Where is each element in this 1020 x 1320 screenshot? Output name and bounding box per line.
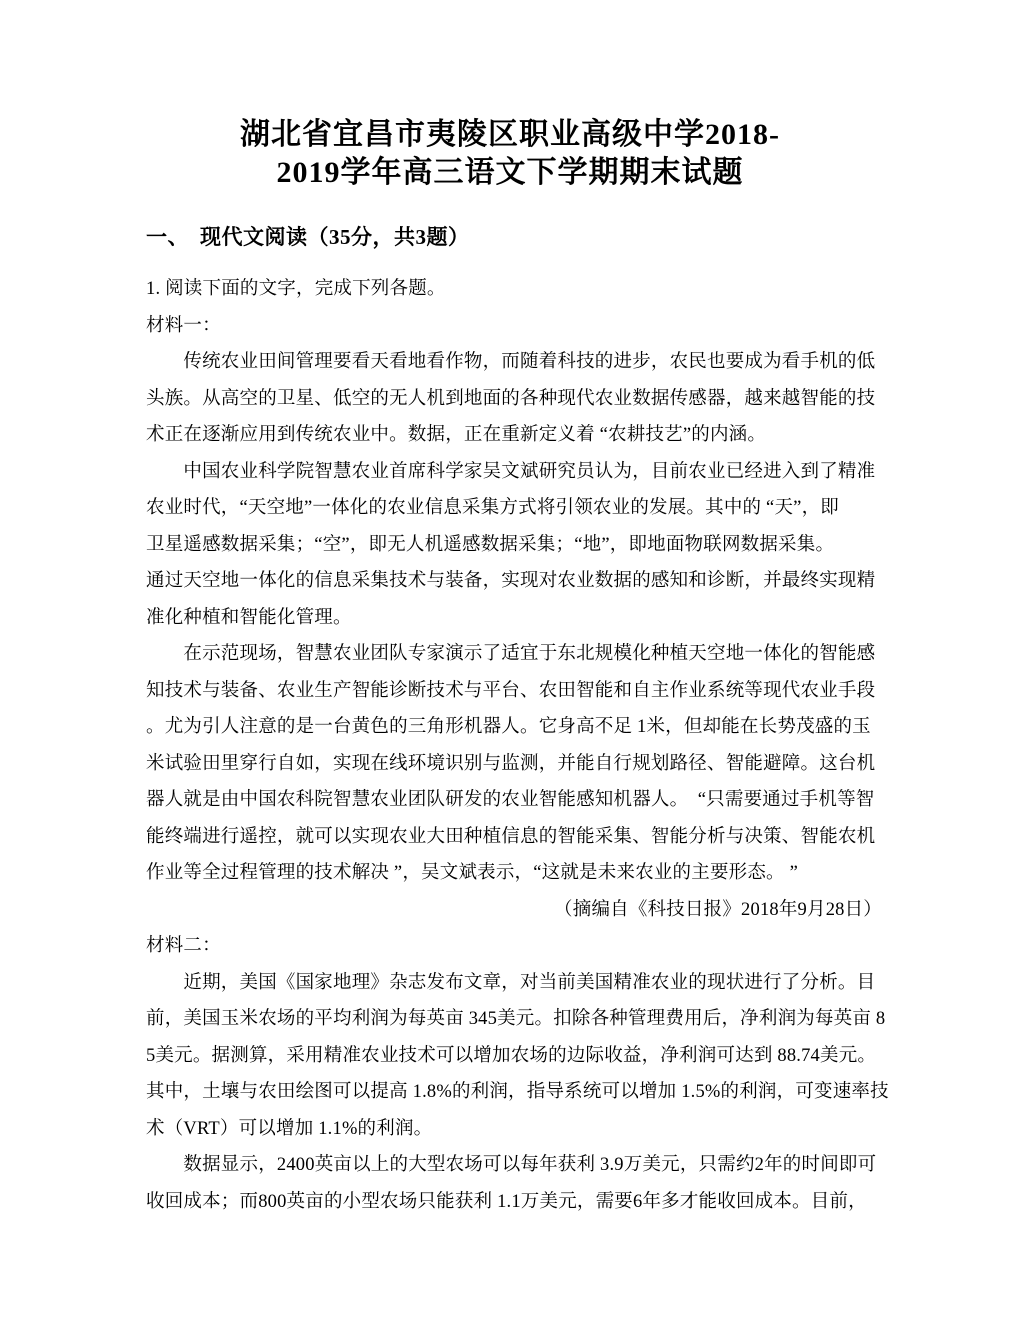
text-line: 5美元。据测算，采用精准农业技术可以增加农场的边际收益，净利润可达到 88.74美元。 xyxy=(146,1045,877,1066)
text-line: 数据显示，2400英亩以上的大型农场可以每年获利 3.9万美元，只需约2年的时间即可 xyxy=(146,1155,877,1175)
material-1-paragraph-1 xyxy=(146,344,882,454)
text-line: 中国农业科学院智慧农业首席科学家吴文斌研究员认为，目前农业已经进入到了精准 xyxy=(146,461,876,482)
material-1-label xyxy=(146,308,882,345)
text-line: 材料一： xyxy=(146,315,221,336)
text-line: 。尤为引人注意的是一台黄色的三角形机器人。它身高不足 1米，但却能在长势茂盛的玉 xyxy=(146,717,871,737)
document-title-line1: 湖北省宜昌市夷陵区职业高级中学2018- xyxy=(240,118,780,151)
material-1-paragraph-2 xyxy=(146,454,882,637)
document-body xyxy=(146,271,889,1220)
text-line: 准化种植和智能化管理。 xyxy=(146,607,352,628)
material-1-source xyxy=(146,892,882,929)
text-line: 器人就是由中国农科院智慧农业团队研发的农业智能感知机器人。 “只需要通过手机等智 xyxy=(146,790,875,810)
material-1-paragraph-3 xyxy=(146,636,882,892)
document-title xyxy=(0,116,1020,192)
text-line: 材料二： xyxy=(146,936,221,956)
section-heading: 一、 现代文阅读（35分，共3题） xyxy=(146,225,470,249)
text-line: 米试验田里穿行自如，实现在线环境识别与监测，并能自行规划路径、智能避障。这台机 xyxy=(146,753,876,774)
text-line: 近期，美国《国家地理》杂志发布文章，对当前美国精准农业的现状进行了分析。目 xyxy=(146,972,876,993)
text-line: 术（VRT）可以增加 1.1%的利润。 xyxy=(146,1118,433,1139)
text-line: 收回成本；而800英亩的小型农场只能获利 1.1万美元，需要6年多才能收回成本。目前， xyxy=(146,1191,867,1212)
material-2-paragraph-2 xyxy=(146,1147,882,1220)
text-line: 能终端进行遥控，就可以实现农业大田种植信息的智能采集、智能分析与决策、智能农机 xyxy=(146,826,876,847)
text-line: 传统农业田间管理要看天看地看作物，而随着科技的进步，农民也要成为看手机的低 xyxy=(146,352,876,372)
text-line: 作业等全过程管理的技术解决 ”，吴文斌表示，“这就是未来农业的主要形态。 ” xyxy=(146,863,798,883)
text-line: 农业时代，“天空地”一体化的农业信息采集方式将引领农业的发展。其中的 “天”，即 xyxy=(146,498,839,518)
text-line: 在示范现场，智慧农业团队专家演示了适宜于东北规模化种植天空地一体化的智能感 xyxy=(146,644,876,664)
text-line: 1. 阅读下面的文字，完成下列各题。 xyxy=(146,279,446,299)
text-line: 前，美国玉米农场的平均利润为每英亩 345美元。扣除各种管理费用后，净利润为每英亩 8 xyxy=(146,1009,886,1029)
material-2-paragraph-1 xyxy=(146,965,889,1148)
text-line: 卫星遥感数据采集；“空”，即无人机遥感数据采集；“地”，即地面物联网数据采集。 xyxy=(146,534,835,555)
material-2-label xyxy=(146,928,882,965)
text-line: 通过天空地一体化的信息采集技术与装备，实现对农业数据的感知和诊断，并最终实现精 xyxy=(146,571,876,591)
text-line: （摘编自《科技日报》2018年9月28日） xyxy=(554,899,882,920)
text-line: 知技术与装备、农业生产智能诊断技术与平台、农田智能和自主作业系统等现代农业手段 xyxy=(146,680,876,701)
question-1-intro xyxy=(146,271,882,308)
document-title-line2: 2019学年高三语文下学期期末试题 xyxy=(276,156,744,189)
text-line: 其中，土壤与农田绘图可以提高 1.8%的利润，指导系统可以增加 1.5%的利润，可变速率技 xyxy=(146,1082,889,1102)
text-line: 头族。从高空的卫星、低空的无人机到地面的各种现代农业数据传感器，越来越智能的技 xyxy=(146,388,876,409)
text-line: 术正在逐渐应用到传统农业中。数据，正在重新定义着 “农耕技艺”的内涵。 xyxy=(146,425,767,445)
